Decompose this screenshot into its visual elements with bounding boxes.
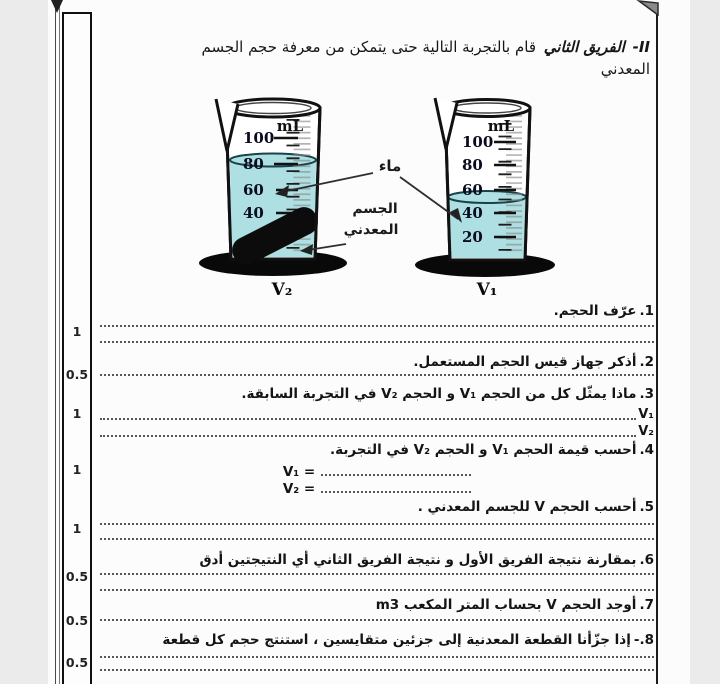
question-1 bbox=[100, 302, 654, 320]
v2-label: V₂ bbox=[638, 424, 654, 439]
scale-tick-label: 80 bbox=[243, 155, 264, 173]
question-number: 3. bbox=[639, 386, 654, 402]
header-text-line2: المعدني bbox=[600, 60, 650, 78]
answer-line bbox=[100, 523, 654, 525]
points-value: 1 bbox=[72, 521, 82, 536]
scale-tick-label: 20 bbox=[462, 228, 483, 246]
ml-unit-label: mL bbox=[276, 117, 304, 135]
question-8 bbox=[100, 631, 654, 649]
question-number: 2. bbox=[639, 354, 654, 370]
question-number: 8.- bbox=[633, 632, 654, 648]
scale-tick-label: 60 bbox=[243, 181, 264, 199]
question-text: أوجد الحجم V بحساب المتر المكعب m3 bbox=[375, 597, 637, 613]
answer-line bbox=[100, 325, 654, 327]
water-annotation-label: ماء bbox=[378, 157, 402, 175]
answer-line bbox=[100, 435, 636, 437]
answer-line bbox=[321, 481, 471, 493]
equation-line-v2 bbox=[100, 480, 654, 496]
points-value: 1 bbox=[72, 406, 82, 421]
metal-object-label-line2: المعدني bbox=[343, 222, 399, 238]
question-4 bbox=[100, 441, 654, 459]
scale-tick-label: 40 bbox=[462, 204, 483, 222]
scale-tick-label: 100 bbox=[462, 133, 494, 151]
scale-tick-label: 80 bbox=[462, 156, 483, 174]
question-7 bbox=[100, 596, 654, 614]
top-right-corner-mark bbox=[636, 0, 660, 16]
answer-line bbox=[100, 538, 654, 540]
v1-label: V₁ bbox=[638, 407, 654, 422]
cylinder-caption-v2: V₂ bbox=[271, 280, 293, 300]
answer-line-v2 bbox=[100, 423, 654, 439]
points-value: 1 bbox=[72, 324, 82, 339]
question-text: إذا جزّأنا القطعة المعدنية إلى جزئين متقايسين ، استنتج حجم كل قطعة bbox=[162, 632, 631, 648]
points-value: 0.5 bbox=[65, 613, 89, 628]
answer-line bbox=[100, 589, 654, 591]
question-number: 4. bbox=[639, 442, 654, 458]
graduated-cylinder-v1 bbox=[415, 98, 555, 300]
left-margin-line bbox=[55, 0, 56, 684]
answer-line bbox=[100, 418, 636, 420]
question-number: 5. bbox=[639, 499, 654, 515]
points-value: 0.5 bbox=[65, 367, 89, 382]
question-3 bbox=[100, 385, 654, 403]
question-text: بمقارنة نتيجة الفريق الأول و نتيجة الفريق الثاني أي النتيجتين أدق bbox=[199, 552, 637, 568]
right-margin-line bbox=[656, 14, 658, 684]
answer-line bbox=[321, 464, 471, 476]
question-number: 7. bbox=[639, 597, 654, 613]
v2-equals-label: V₂ = bbox=[282, 481, 316, 497]
team-name: الفريق الثاني bbox=[543, 38, 625, 56]
answer-line bbox=[100, 619, 654, 621]
header-text: قام بالتجربة التالية حتى يتمكن من معرفة حجم الجسم bbox=[201, 38, 536, 56]
experiment-figure bbox=[130, 93, 570, 300]
question-text: أحسب قيمة الحجم V₁ و الحجم V₂ في التجربة. bbox=[330, 442, 637, 458]
question-number: 6. bbox=[639, 552, 654, 568]
points-column bbox=[62, 12, 92, 684]
answer-line-v1 bbox=[100, 406, 654, 422]
v1-equals-label: V₁ = bbox=[282, 464, 316, 480]
water-surface bbox=[448, 191, 526, 203]
question-5 bbox=[100, 498, 654, 516]
question-2 bbox=[100, 353, 654, 371]
question-text: عرّف الحجم. bbox=[553, 303, 637, 319]
scale-tick-label: 40 bbox=[243, 204, 264, 222]
scale-tick-label: 100 bbox=[243, 129, 275, 147]
points-value: 0.5 bbox=[65, 569, 89, 584]
ml-unit-label: mL bbox=[487, 117, 515, 135]
equation-line-v1 bbox=[100, 463, 654, 479]
left-margin-line-inner bbox=[59, 0, 60, 684]
answer-line bbox=[100, 656, 654, 658]
metal-object-label-line1: الجسم bbox=[352, 201, 398, 217]
question-text: أذكر جهاز قيس الحجم المستعمل. bbox=[413, 354, 637, 370]
points-value: 0.5 bbox=[65, 655, 89, 670]
graduated-cylinder-v2 bbox=[199, 99, 347, 300]
question-number: 1. bbox=[639, 303, 654, 319]
answer-line bbox=[100, 341, 654, 343]
section-numeral: II- bbox=[632, 38, 650, 56]
answer-line bbox=[100, 374, 654, 376]
question-text: أحسب الحجم V للجسم المعدني . bbox=[417, 499, 637, 515]
answer-line bbox=[100, 573, 654, 575]
scale-tick-label: 60 bbox=[462, 181, 483, 199]
questions-list bbox=[100, 294, 654, 671]
question-6 bbox=[100, 551, 654, 569]
points-value: 1 bbox=[72, 462, 82, 477]
question-text: ماذا يمثّل كل من الحجم V₁ و الحجم V₂ في التجربة السابقة. bbox=[241, 386, 637, 402]
cylinder-rim bbox=[226, 99, 320, 117]
exercise-header bbox=[110, 36, 650, 80]
answer-line bbox=[100, 669, 654, 671]
cylinder-caption-v1: V₁ bbox=[476, 280, 498, 300]
